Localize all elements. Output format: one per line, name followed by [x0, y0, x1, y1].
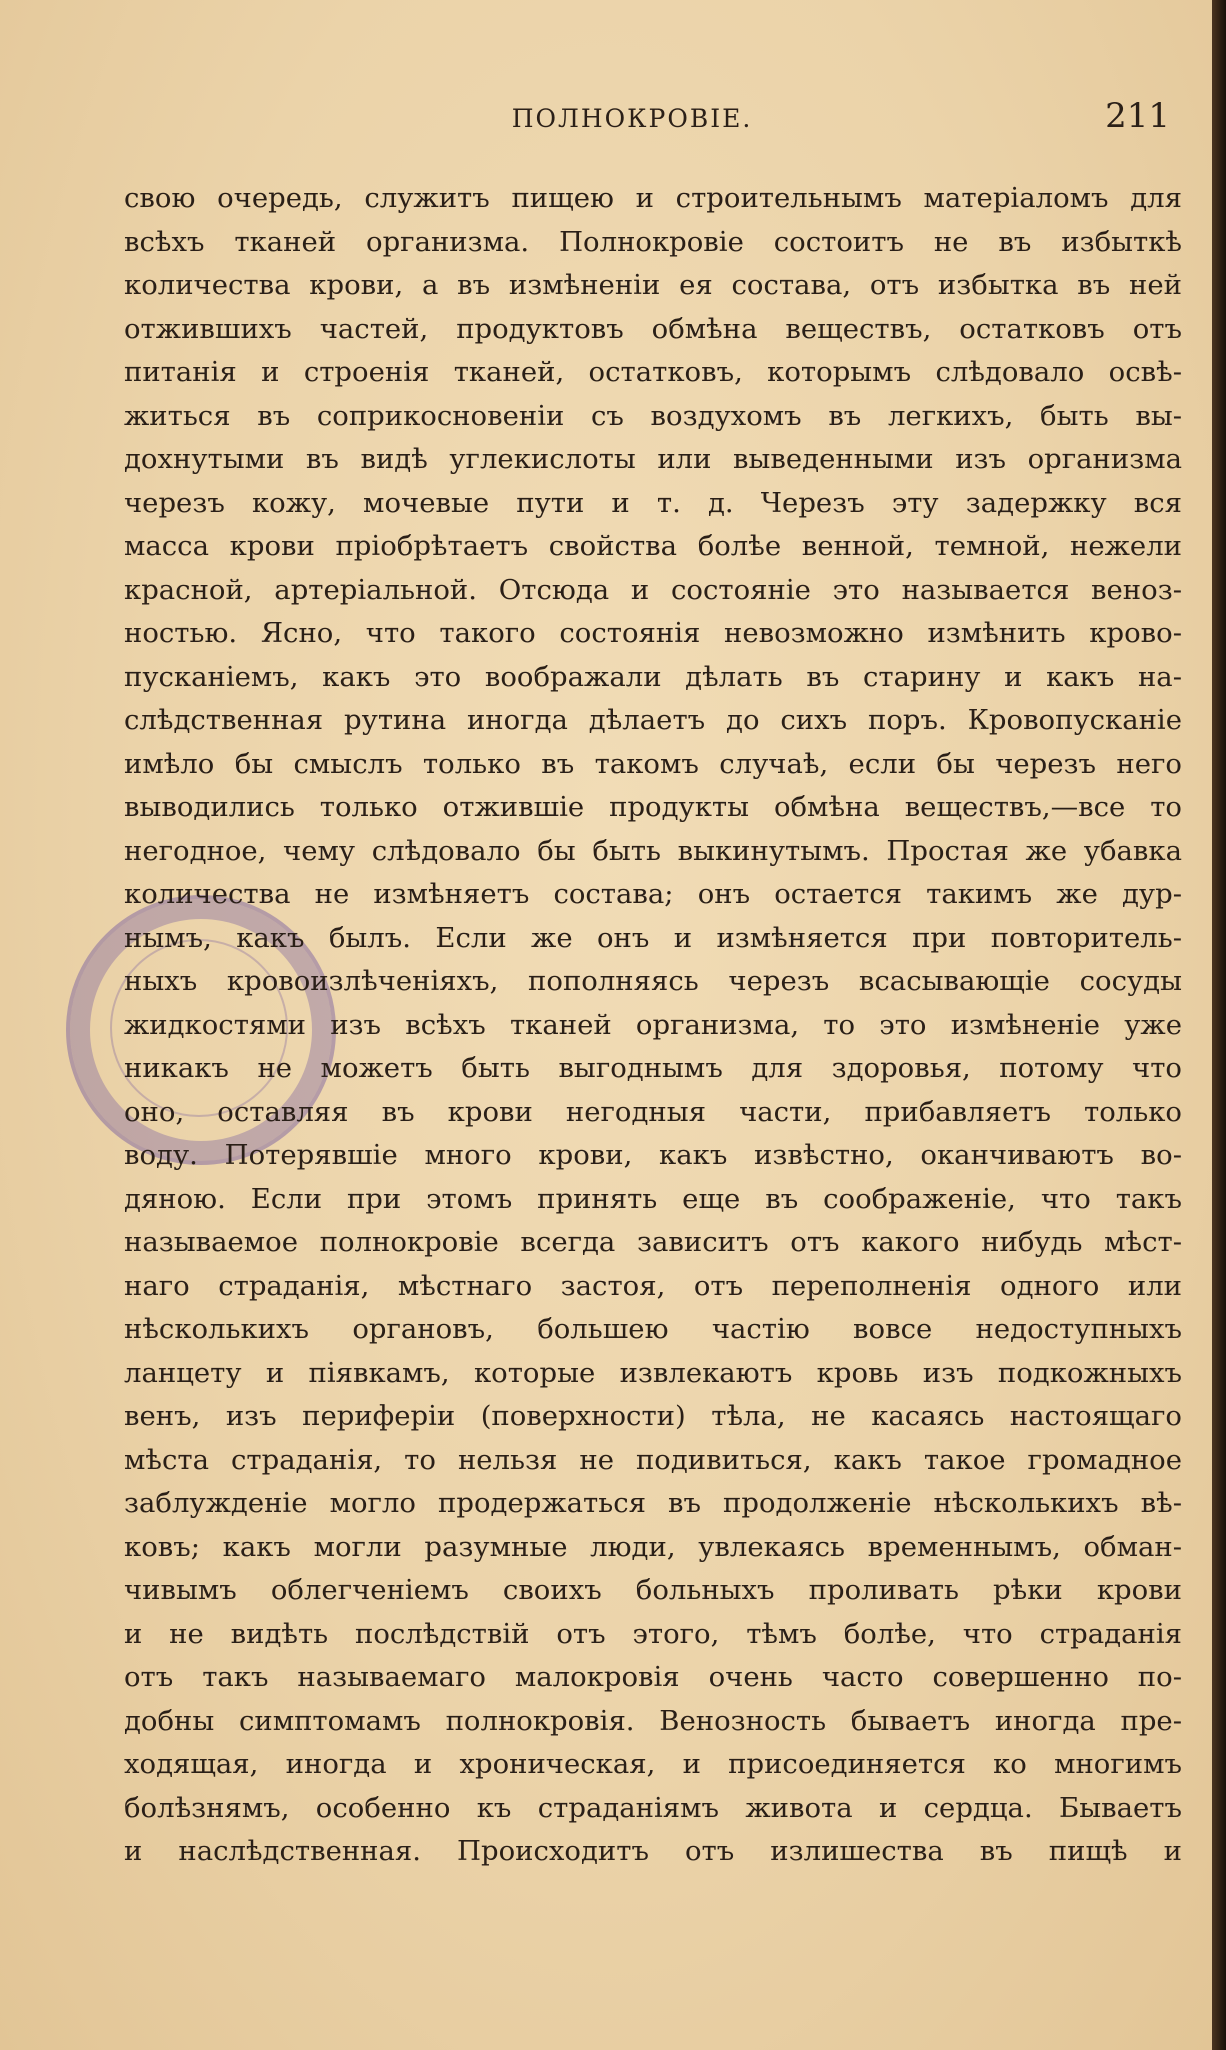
- text-line: оно, оставляя въ крови негодныя части, прибавляетъ только: [124, 1095, 1182, 1128]
- text-line: ностью. Ясно, что такого состоянія невозможно измѣнить крово-: [124, 617, 1182, 649]
- running-head: [130, 96, 1194, 146]
- text-line: называемое полнокровіе всегда зависитъ отъ какого нибудь мѣст-: [124, 1226, 1182, 1258]
- text-line: ныхъ кровоизлѣченіяхъ, пополняясь черезъ всасывающіе сосуды: [124, 965, 1182, 997]
- text-line: нѣсколькихъ органовъ, большею частію вовсе недоступныхъ: [124, 1313, 1182, 1345]
- text-line: наго страданія, мѣстнаго застоя, отъ переполненія одного или: [124, 1269, 1182, 1302]
- text-line: и наслѣдственная. Происходитъ отъ излишества въ пищѣ и: [124, 1835, 1182, 1867]
- text-line: питанія и строенія тканей, остатковъ, которымъ слѣдовало освѣ-: [124, 356, 1182, 388]
- text-line: количества не измѣняетъ состава; онъ остается такимъ же дур-: [124, 878, 1182, 910]
- text-line: всѣхъ тканей организма. Полнокровіе состоитъ не въ избыткѣ: [124, 225, 1182, 258]
- text-line: чивымъ облегченіемъ своихъ больныхъ проливать рѣки крови: [124, 1574, 1182, 1606]
- text-line: имѣло бы смыслъ только въ такомъ случаѣ, если бы черезъ него: [124, 747, 1182, 780]
- text-line: количества крови, а въ измѣненіи ея состава, отъ избытка въ ней: [124, 269, 1182, 301]
- text-line: ковъ; какъ могли разумные люди, увлекаясь временнымъ, обман-: [124, 1530, 1182, 1563]
- text-line: ходящая, иногда и хроническая, и присоединяется ко многимъ: [124, 1748, 1182, 1780]
- text-line: пусканіемъ, какъ это воображали дѣлать въ старину и какъ на-: [124, 660, 1182, 693]
- text-line: свою очередь, служитъ пищею и строительнымъ матеріаломъ для: [124, 182, 1182, 214]
- text-line: отжившихъ частей, продуктовъ обмѣна веществъ, остатковъ отъ: [124, 312, 1182, 345]
- page-edge-shadow: [1212, 0, 1226, 2050]
- text-line: масса крови пріобрѣтаетъ свойства болѣе венной, темной, нежели: [124, 530, 1182, 562]
- running-title: ПОЛНОКРОВІЕ.: [511, 104, 753, 133]
- text-line: воду. Потерявшіе много крови, какъ извѣстно, оканчиваютъ во-: [124, 1139, 1182, 1171]
- text-line: негодное, чему слѣдовало бы быть выкинутымъ. Простая же убавка: [124, 834, 1182, 867]
- text-line: отъ такъ называемаго малокровія очень часто совершенно по-: [124, 1661, 1182, 1693]
- text-line: ланцету и піявкамъ, которые извлекаютъ кровь изъ подкожныхъ: [124, 1356, 1182, 1389]
- text-line: и не видѣть послѣдствій отъ этого, тѣмъ болѣе, что страданія: [124, 1617, 1182, 1650]
- text-line: жидкостями изъ всѣхъ тканей организма, то это измѣненіе уже: [124, 1008, 1182, 1041]
- text-line: житься въ соприкосновеніи съ воздухомъ въ легкихъ, быть вы-: [124, 399, 1182, 432]
- text-line: дяною. Если при этомъ принять еще въ соображеніе, что такъ: [124, 1182, 1182, 1215]
- text-line: венъ, изъ периферіи (поверхности) тѣла, не касаясь настоящаго: [124, 1400, 1182, 1432]
- text-line: нымъ, какъ былъ. Если же онъ и измѣняется при повторитель-: [124, 921, 1182, 954]
- text-line: болѣзнямъ, особенно къ страданіямъ живота и сердца. Бываетъ: [124, 1791, 1182, 1824]
- text-line: выводились только отжившіе продукты обмѣна веществъ,—все то: [124, 791, 1182, 823]
- text-line: дохнутыми въ видѣ углекислоты или выведенными изъ организма: [124, 443, 1182, 475]
- text-line: мѣста страданія, то нельзя не подивиться, какъ такое громадное: [124, 1443, 1182, 1476]
- page-number: 211: [1105, 96, 1170, 136]
- text-line: никакъ не можетъ быть выгоднымъ для здоровья, потому что: [124, 1052, 1182, 1084]
- body-text: [124, 177, 1182, 1874]
- text-line: красной, артеріальной. Отсюда и состояніе это называется веноз-: [124, 573, 1182, 606]
- text-line: слѣдственная рутина иногда дѣлаетъ до сихъ поръ. Кровопусканіе: [124, 704, 1182, 736]
- text-line: заблужденіе могло продержаться въ продолженіе нѣсколькихъ вѣ-: [124, 1487, 1182, 1519]
- text-line: добны симптомамъ полнокровія. Венозность бываетъ иногда пре-: [124, 1704, 1182, 1737]
- text-line: черезъ кожу, мочевые пути и т. д. Черезъ эту задержку вся: [124, 486, 1182, 519]
